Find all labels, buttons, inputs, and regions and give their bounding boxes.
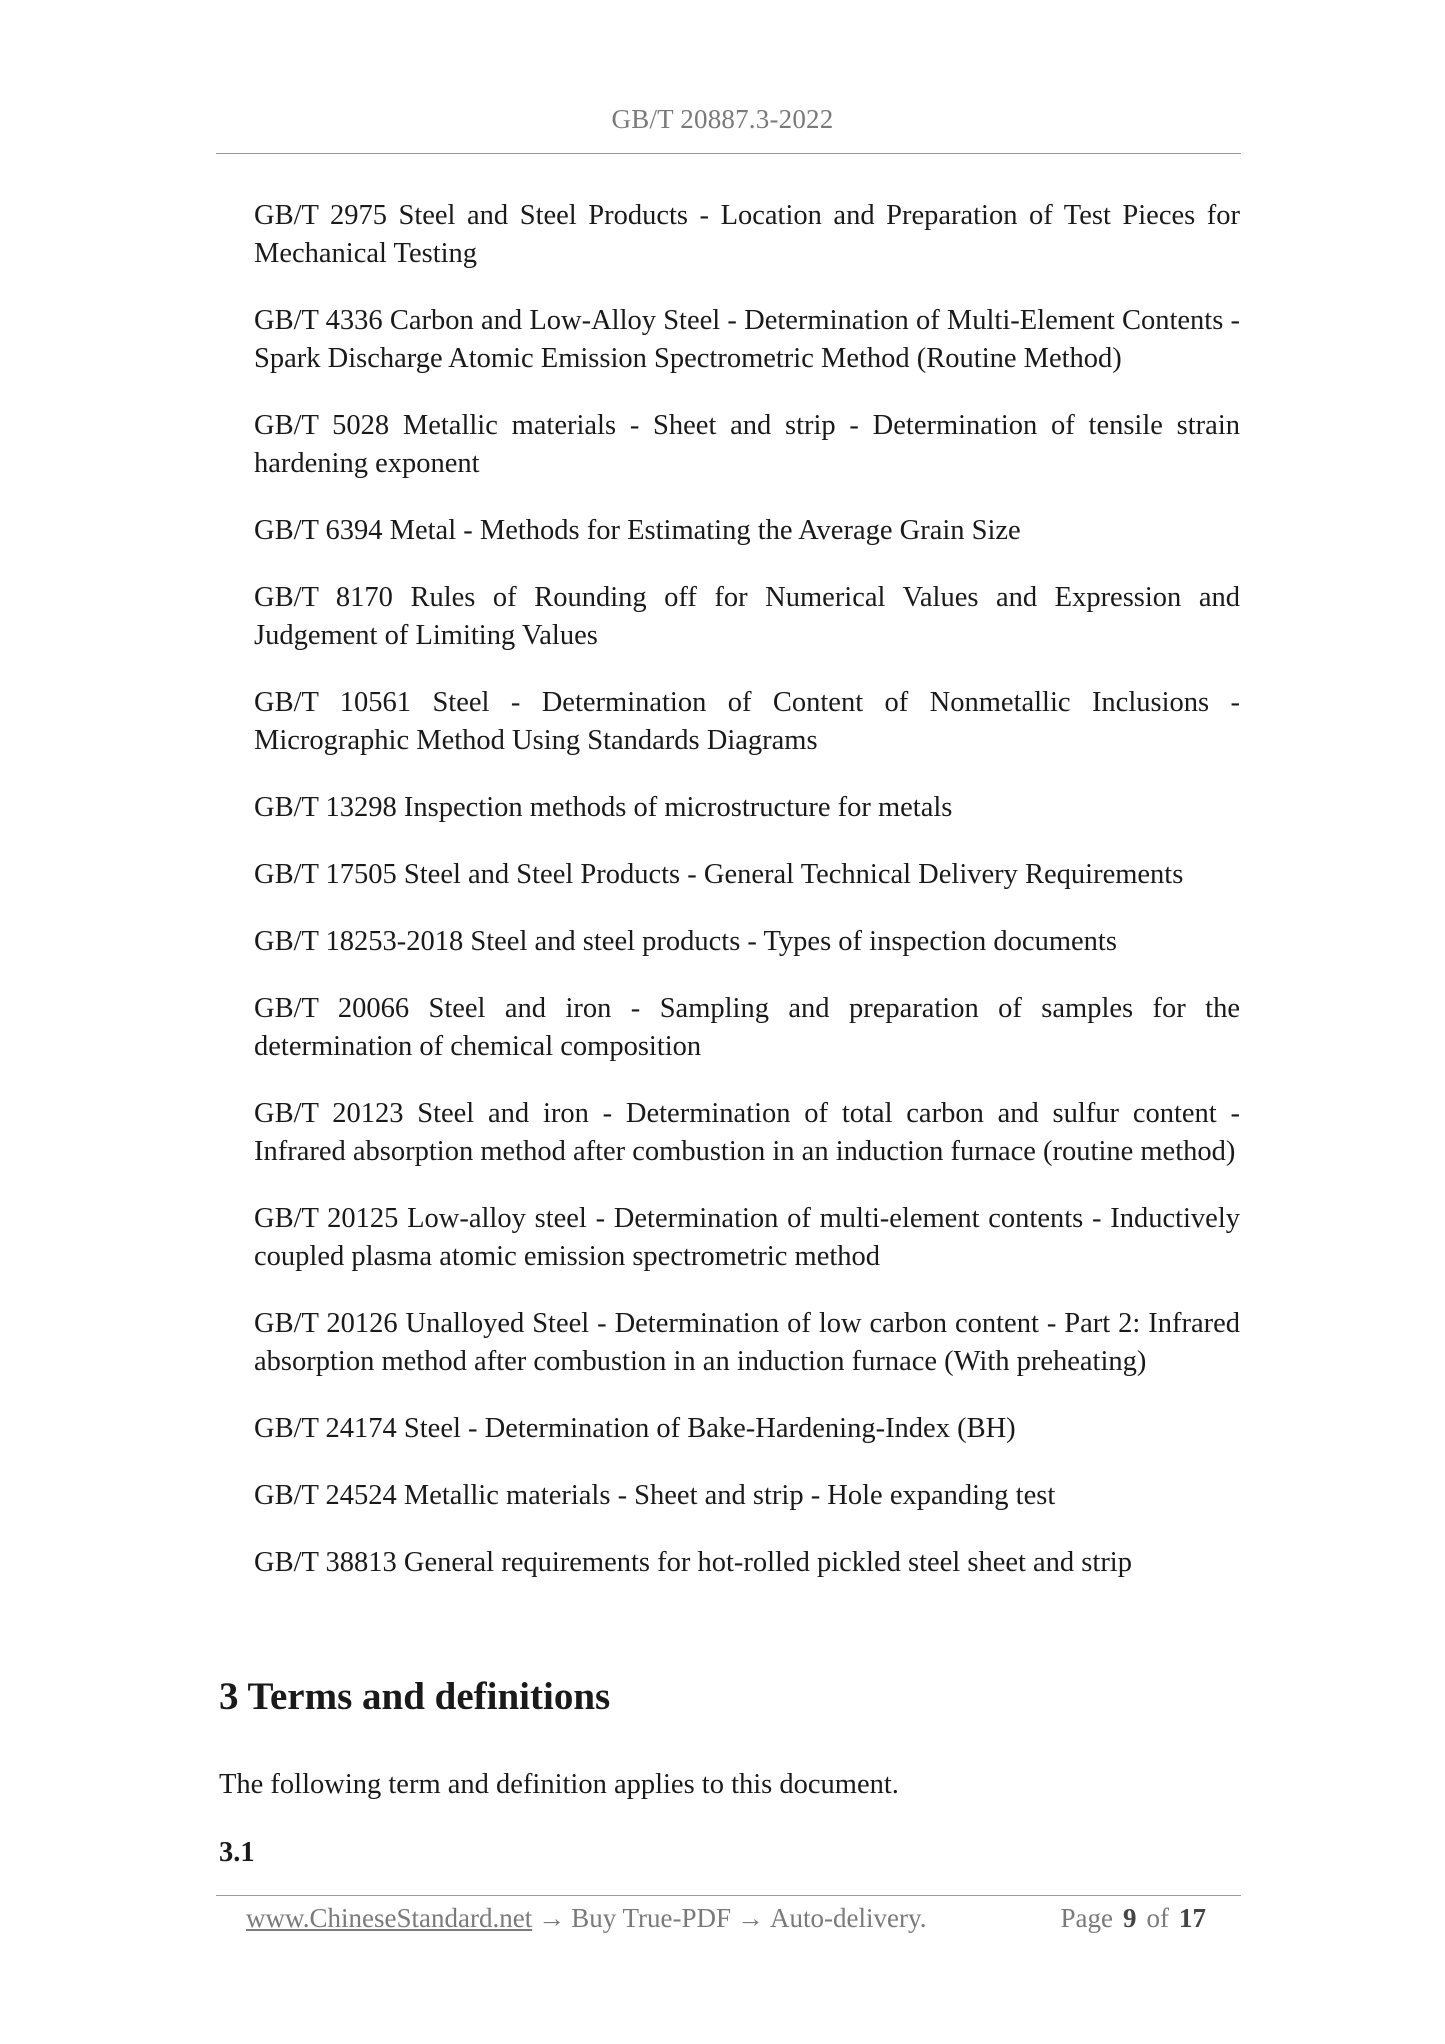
buy-pdf-text: Buy True-PDF	[571, 1903, 732, 1933]
reference-item: GB/T 17505 Steel and Steel Products - General Technical Delivery Requirements	[254, 859, 1184, 890]
reference-item: GB/T 6394 Metal - Methods for Estimating the Average Grain Size	[254, 515, 1021, 546]
reference-item: GB/T 24524 Metallic materials - Sheet and strip - Hole expanding test	[254, 1480, 1056, 1511]
reference-item: GB/T 13298 Inspection methods of microstructure for metals	[254, 792, 953, 823]
reference-item: GB/T 20123 Steel and iron - Determination of total carbon and sulfur content - Infrared absorption method after combustion in an induction furnace (routine method)	[254, 1098, 1240, 1167]
of-label: of	[1146, 1903, 1169, 1933]
running-header: GB/T 20887.3-2022	[611, 104, 834, 134]
page-indicator	[1061, 1899, 1216, 1937]
website-link[interactable]: www.ChineseStandard.net	[246, 1903, 533, 1933]
arrow-right-icon: →	[538, 1903, 566, 1933]
reference-item: GB/T 20126 Unalloyed Steel - Determination of low carbon content - Part 2: Infrared absorption method after combustion in an induction furnace (With preheating)	[254, 1308, 1240, 1377]
header-divider	[216, 153, 1241, 154]
arrow-right-icon: →	[737, 1903, 765, 1933]
footer-divider	[216, 1895, 1241, 1896]
page-label: Page	[1060, 1903, 1113, 1933]
section-intro-text: The following term and definition applies to this document.	[219, 1769, 899, 1800]
reference-item: GB/T 20066 Steel and iron - Sampling and preparation of samples for the determination of chemical composition	[254, 993, 1240, 1062]
reference-item: GB/T 5028 Metallic materials - Sheet and strip - Determination of tensile strain hardening exponent	[254, 410, 1240, 479]
reference-item: GB/T 4336 Carbon and Low-Alloy Steel - Determination of Multi-Element Contents - Spark Discharge Atomic Emission Spectrometric Method (Routine Method)	[254, 305, 1240, 374]
reference-item: GB/T 10561 Steel - Determination of Content of Nonmetallic Inclusions - Micrographic Method Using Standards Diagrams	[254, 687, 1240, 756]
current-page-number: 9	[1123, 1903, 1137, 1933]
term-number: 3.1	[219, 1837, 255, 1868]
reference-item: GB/T 8170 Rules of Rounding off for Numerical Values and Expression and Judgement of Limiting Values	[254, 582, 1240, 651]
page-footer	[246, 1899, 1216, 1937]
reference-item: GB/T 38813 General requirements for hot-rolled pickled steel sheet and strip	[254, 1547, 1132, 1578]
reference-item: GB/T 24174 Steel - Determination of Bake-Hardening-Index (BH)	[254, 1413, 1016, 1444]
normative-references-list	[254, 197, 1240, 1611]
reference-item: GB/T 20125 Low-alloy steel - Determination of multi-element contents - Inductively coupled plasma atomic emission spectrometric method	[254, 1203, 1240, 1272]
total-page-count: 17	[1179, 1903, 1206, 1933]
reference-item: GB/T 2975 Steel and Steel Products - Location and Preparation of Test Pieces for Mechanical Testing	[254, 200, 1240, 269]
auto-delivery-text: Auto-delivery.	[770, 1903, 927, 1933]
reference-item: GB/T 18253-2018 Steel and steel products - Types of inspection documents	[254, 926, 1117, 957]
section-heading: 3 Terms and definitions	[219, 1675, 611, 1718]
